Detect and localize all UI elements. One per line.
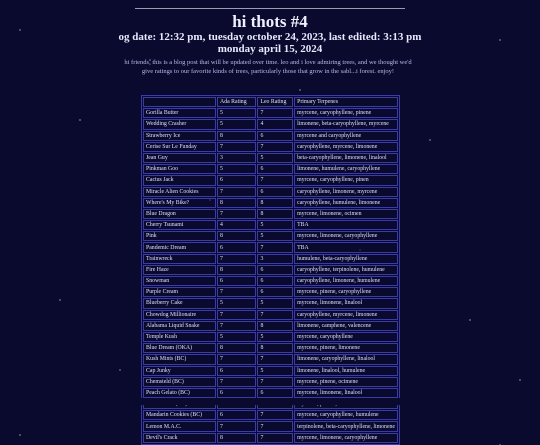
ada-rating-cell: 7	[217, 142, 256, 152]
strain-cell: Temple Kush	[143, 332, 216, 342]
terpenes-cell: caryophyllene, limonene, humulene	[294, 276, 398, 286]
terpenes-cell: caryophyllene, limonene, myrcene	[294, 187, 398, 197]
terpenes-cell: myrcene, pinene, limonene	[294, 343, 398, 353]
leo-rating-cell: 6	[257, 265, 293, 275]
terpenes-cell: myrcene, limonene, linalool	[294, 388, 398, 398]
leo-rating-cell: 5	[257, 220, 293, 230]
table-row	[143, 242, 398, 252]
ada-rating-cell: 5	[217, 164, 256, 174]
strain-cell: Blueberry Cake	[143, 298, 216, 308]
terpenes-cell: TBA	[294, 242, 398, 252]
terpenes-cell: myrcene, caryophyllene	[294, 332, 398, 342]
table-row	[143, 321, 398, 331]
leo-rating-cell: 8	[257, 198, 293, 208]
strain-cell: Pandemic Dream	[143, 242, 216, 252]
terpenes-cell: limonene, caryophyllene, linalool	[294, 354, 398, 364]
strain-cell: Devil's Crack	[143, 433, 216, 443]
ada-rating-cell: 7	[217, 254, 256, 264]
leo-rating-cell: 8	[257, 343, 293, 353]
ada-rating-cell: 7	[217, 377, 256, 387]
header-strain	[143, 97, 216, 107]
leo-rating-cell: 7	[257, 142, 293, 152]
ada-rating-cell: 3	[217, 153, 256, 163]
ada-rating-cell: 4	[217, 220, 256, 230]
ada-rating-cell: 5	[217, 108, 256, 118]
leo-rating-cell: 8	[257, 209, 293, 219]
leo-rating-cell: 3	[257, 254, 293, 264]
top-divider	[135, 8, 405, 9]
table-row	[143, 265, 398, 275]
table-row	[143, 187, 398, 197]
strain-cell: Alabama Liquid Snake	[143, 321, 216, 331]
strain-cell: Cherry Tsunami	[143, 220, 216, 230]
leo-rating-cell: 6	[257, 131, 293, 141]
terpenes-cell: caryophyllene, humulene, limonene	[294, 198, 398, 208]
viewport-bottom	[0, 398, 540, 405]
ada-rating-cell: 8	[217, 131, 256, 141]
table-row	[143, 108, 398, 118]
table-header-row	[143, 97, 398, 107]
table-row	[143, 343, 398, 353]
strain-cell: Miracle Alien Cookies	[143, 187, 216, 197]
og-date-line: og date: 12:32 pm, tuesday october 24, 2023, last edited: 3:13 pm	[118, 31, 422, 43]
leo-rating-cell: 5	[257, 332, 293, 342]
ada-rating-cell: 5	[217, 332, 256, 342]
table-row	[143, 433, 398, 443]
terpenes-cell: TBA	[294, 220, 398, 230]
post-dates	[0, 31, 540, 55]
edited-date-line: monday april 15, 2024	[217, 43, 323, 55]
leo-rating-cell: 6	[257, 276, 293, 286]
table-row	[143, 142, 398, 152]
leo-rating-cell: 7	[257, 410, 293, 420]
table-row	[143, 410, 398, 420]
table-row	[143, 198, 398, 208]
strain-cell: Wedding Crasher	[143, 119, 216, 129]
leo-rating-cell: 7	[257, 354, 293, 364]
table-row	[143, 366, 398, 376]
table-row	[143, 209, 398, 219]
terpenes-cell: limonene, camphene, valencene	[294, 321, 398, 331]
leo-rating-cell: 6	[257, 388, 293, 398]
leo-rating-cell: 6	[257, 187, 293, 197]
table-row	[143, 354, 398, 364]
ada-rating-cell: 8	[217, 198, 256, 208]
table-row	[143, 220, 398, 230]
ada-rating-cell: 7	[217, 310, 256, 320]
terpenes-cell: myrcene, limonene, linalool	[294, 298, 398, 308]
table-row	[143, 388, 398, 398]
ada-rating-cell: 6	[217, 276, 256, 286]
strain-cell: Blue Dragon	[143, 209, 216, 219]
terpenes-cell: myrcene and caryophyllene	[294, 131, 398, 141]
terpenes-cell: beta-caryophyllene, limonene, linalool	[294, 153, 398, 163]
ada-rating-cell: 5	[217, 119, 256, 129]
ada-rating-cell: 7	[217, 354, 256, 364]
strain-cell: Chowdog Millionaire	[143, 310, 216, 320]
ratings-table-container	[141, 95, 400, 445]
leo-rating-cell: 7	[257, 242, 293, 252]
ada-rating-cell: 5	[217, 298, 256, 308]
leo-rating-cell: 7	[257, 108, 293, 118]
table-row	[143, 231, 398, 241]
ada-rating-cell: 6	[217, 242, 256, 252]
leo-rating-cell: 7	[257, 310, 293, 320]
terpenes-cell: myrcene, limonene, ocimen	[294, 209, 398, 219]
strain-cell: Lemon M.A.C.	[143, 421, 216, 431]
table-row	[143, 164, 398, 174]
leo-rating-cell: 7	[257, 421, 293, 431]
header-leo-rating: Leo Rating	[257, 97, 293, 107]
intro-paragraph: hi friends, this is a blog post that will be updated over time. leo and i love admiring trees, and we thought we'd give ratings to our favorite kinds of trees, particularly those that grow in the sabl...i forest. enjoy!	[124, 59, 412, 75]
table-row	[143, 310, 398, 320]
ada-rating-cell: 6	[217, 175, 256, 185]
table-row	[143, 377, 398, 387]
page-title: hi thots #4	[232, 12, 308, 31]
terpenes-cell: limonene, humulene, caryophyllene	[294, 164, 398, 174]
leo-rating-cell: 7	[257, 433, 293, 443]
strain-cell: Purple Cream	[143, 287, 216, 297]
table-row	[143, 332, 398, 342]
strain-cell: Trainwreck	[143, 254, 216, 264]
strain-cell: Jean Guy	[143, 153, 216, 163]
strain-cell: Cap Junky	[143, 366, 216, 376]
terpenes-cell: caryophyllene, terpinolene, humulene	[294, 265, 398, 275]
leo-rating-cell: 5	[257, 298, 293, 308]
strain-cell: Gorilla Butter	[143, 108, 216, 118]
terpenes-cell: myrcene, limonene, caryophyllene	[294, 231, 398, 241]
terpenes-cell: myrcene, caryophyllene, humulene	[294, 410, 398, 420]
table-row	[143, 287, 398, 297]
header-ada-rating: Ada Rating	[217, 97, 256, 107]
leo-rating-cell: 7	[257, 377, 293, 387]
terpenes-cell: limonene, linalool, humulene	[294, 366, 398, 376]
ratings-table	[142, 96, 399, 444]
ada-rating-cell: 7	[217, 321, 256, 331]
ada-rating-cell: 7	[217, 209, 256, 219]
table-row	[143, 175, 398, 185]
ada-rating-cell: 6	[217, 366, 256, 376]
strain-cell: Cerise Sur Le Funday	[143, 142, 216, 152]
terpenes-cell: caryophyllene, myrcene, limonene	[294, 142, 398, 152]
ada-rating-cell: 6	[217, 410, 256, 420]
terpenes-cell: caryophyllene, myrcene, limonene	[294, 310, 398, 320]
strain-cell: Mandarin Cookies (BC)	[143, 410, 216, 420]
leo-rating-cell: 5	[257, 231, 293, 241]
strain-cell: Chemsteld (BC)	[143, 377, 216, 387]
ada-rating-cell: 7	[217, 187, 256, 197]
strain-cell: Snowman	[143, 276, 216, 286]
table-row	[143, 276, 398, 286]
ada-rating-cell: 8	[217, 231, 256, 241]
ada-rating-cell: 7	[217, 421, 256, 431]
table-row	[143, 254, 398, 264]
leo-rating-cell: 7	[257, 175, 293, 185]
ada-rating-cell: 8	[217, 343, 256, 353]
terpenes-cell: humulene, beta-caryophyllene	[294, 254, 398, 264]
terpenes-cell: limonene, beta-caryophyllene, myrcene	[294, 119, 398, 129]
strain-cell: Kush Mints (BC)	[143, 354, 216, 364]
table-row	[143, 421, 398, 431]
terpenes-cell: terpinolene, beta-caryophyllene, limonene	[294, 421, 398, 431]
table-row	[143, 131, 398, 141]
ada-rating-cell: 8	[217, 433, 256, 443]
leo-rating-cell: 8	[257, 321, 293, 331]
terpenes-cell: myrcene, pinene, caryophyllene	[294, 287, 398, 297]
leo-rating-cell: 6	[257, 164, 293, 174]
table-row	[143, 119, 398, 129]
ada-rating-cell: 8	[217, 265, 256, 275]
leo-rating-cell: 5	[257, 366, 293, 376]
strain-cell: Strawberry Ice	[143, 131, 216, 141]
ada-rating-cell: 7	[217, 287, 256, 297]
terpenes-cell: myrcene, pinene, ocimene	[294, 377, 398, 387]
terpenes-cell: myrcene, limonene, caryophyllene	[294, 433, 398, 443]
strain-cell: Blue Dream (OKA)	[143, 343, 216, 353]
leo-rating-cell: 6	[257, 287, 293, 297]
ada-rating-cell: 6	[217, 388, 256, 398]
header-primary-terpenes: Primary Terpenes	[294, 97, 398, 107]
strain-cell: Where's My Bike?	[143, 198, 216, 208]
leo-rating-cell: 5	[257, 153, 293, 163]
strain-cell: Pink	[143, 231, 216, 241]
strain-cell: Cactus Jack	[143, 175, 216, 185]
table-row	[143, 153, 398, 163]
leo-rating-cell: 4	[257, 119, 293, 129]
terpenes-cell: myrcene, caryophyllene, pinen	[294, 175, 398, 185]
strain-cell: Pinkman Goo	[143, 164, 216, 174]
terpenes-cell: myrcene, caryophyllene, pinene	[294, 108, 398, 118]
strain-cell: Peach Gelato (BC)	[143, 388, 216, 398]
table-row	[143, 298, 398, 308]
strain-cell: Fire Haze	[143, 265, 216, 275]
